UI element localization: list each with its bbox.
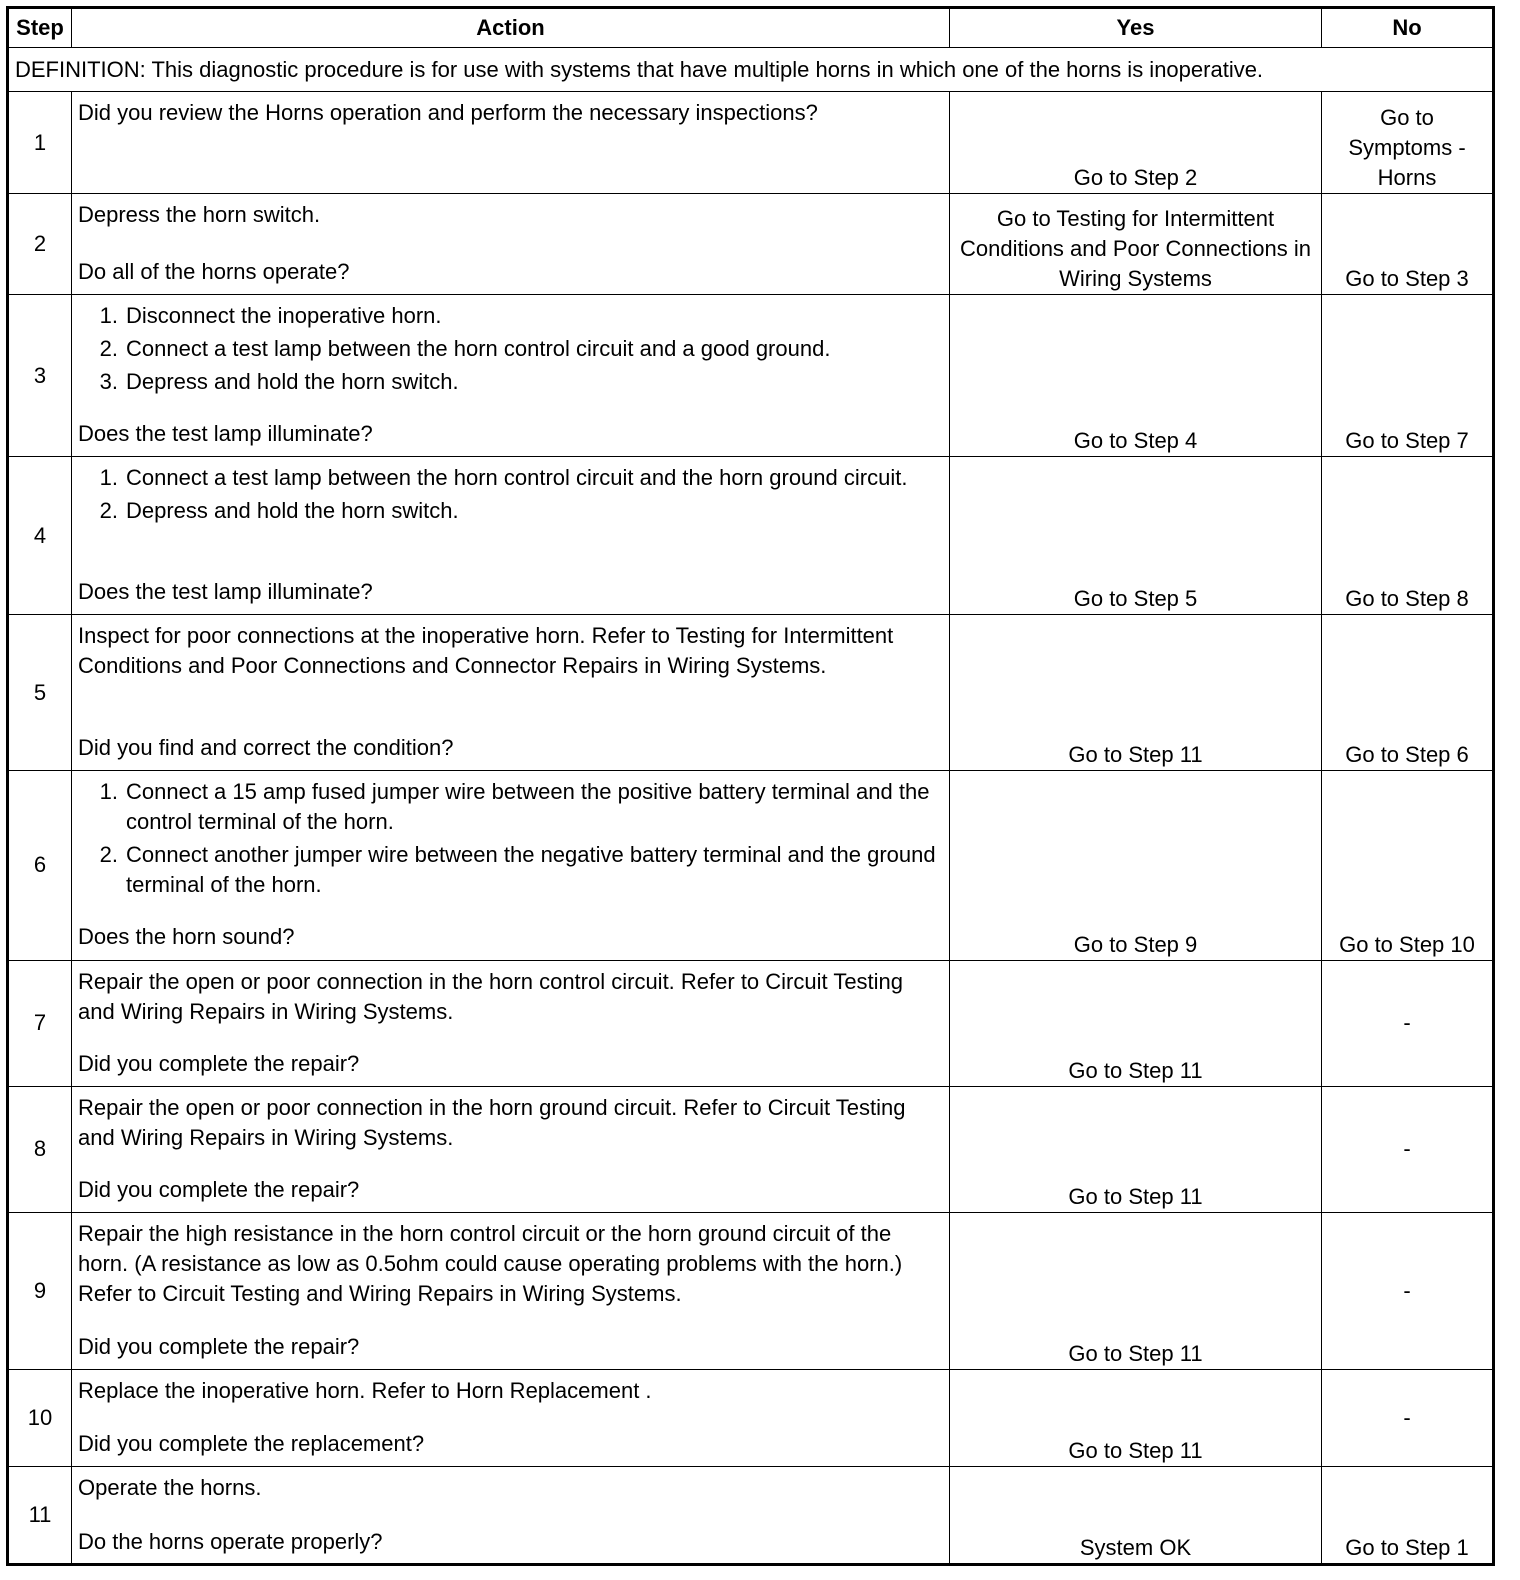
list-item-text: Connect a test lamp between the horn control circuit and the horn ground circuit. — [126, 465, 908, 491]
definition-text: DEFINITION: This diagnostic procedure is for use with systems that have multiple horns in which one of the horns is inoperative. — [8, 48, 1494, 92]
no-result: Go to Step 8 — [1322, 457, 1494, 615]
action-question: Does the test lamp illuminate? — [78, 421, 373, 447]
diagnostic-table — [6, 6, 1495, 1566]
step-number: 5 — [8, 615, 72, 771]
step-number: 7 — [8, 960, 72, 1086]
action-cell — [72, 295, 950, 457]
yes-result: System OK — [950, 1466, 1322, 1564]
action-cell — [72, 1369, 950, 1466]
no-result: Go to Step 1 — [1322, 1466, 1494, 1564]
action-cell — [72, 194, 950, 295]
step-number: 11 — [8, 1466, 72, 1564]
step-number: 1 — [8, 92, 72, 194]
list-item-text: Connect a test lamp between the horn control circuit and a good ground. — [126, 336, 831, 362]
table-row — [8, 92, 1494, 194]
list-item-text: Connect another jumper wire between the negative battery terminal and the ground terminal of the horn. — [126, 842, 936, 898]
action-text: Repair the open or poor connection in the horn ground circuit. Refer to Circuit Testing and Wiring Repairs in Wiring Systems. — [78, 1094, 906, 1150]
step-number: 6 — [8, 771, 72, 960]
list-item-text: Depress and hold the horn switch. — [126, 498, 459, 524]
yes-result: Go to Step 11 — [950, 960, 1322, 1086]
no-result: Go to Step 6 — [1322, 615, 1494, 771]
table-row — [8, 194, 1494, 295]
table-row — [8, 960, 1494, 1086]
action-cell — [72, 615, 950, 771]
action-steps-list — [78, 463, 943, 526]
list-item-number: 2. — [99, 498, 118, 524]
list-item — [78, 463, 943, 493]
list-item — [78, 334, 943, 364]
list-item-number: 1. — [99, 779, 118, 805]
no-result: Go to Symptoms - Horns — [1322, 92, 1494, 194]
action-cell — [72, 92, 950, 194]
list-item — [78, 777, 943, 837]
step-number: 2 — [8, 194, 72, 295]
yes-result: Go to Step 5 — [950, 457, 1322, 615]
list-item-number: 3. — [99, 369, 118, 395]
step-number: 10 — [8, 1369, 72, 1466]
action-text: Replace the inoperative horn. Refer to Horn Replacement . — [78, 1377, 652, 1403]
action-question: Does the horn sound? — [78, 924, 295, 950]
list-item — [78, 840, 943, 900]
definition-row — [8, 48, 1494, 92]
yes-result: Go to Step 11 — [950, 1086, 1322, 1212]
action-steps-list — [78, 777, 943, 900]
table-row — [8, 1086, 1494, 1212]
list-item — [78, 301, 943, 331]
no-result: - — [1322, 1086, 1494, 1212]
list-item-number: 1. — [99, 465, 118, 491]
header-row — [8, 8, 1494, 48]
action-question: Did you find and correct the condition? — [78, 735, 454, 761]
table-row — [8, 1466, 1494, 1564]
table-row — [8, 295, 1494, 457]
table-row — [8, 1212, 1494, 1369]
list-item-text: Disconnect the inoperative horn. — [126, 303, 442, 329]
action-question: Did you complete the repair? — [78, 1333, 360, 1359]
action-cell — [72, 457, 950, 615]
table-row — [8, 771, 1494, 960]
step-number: 9 — [8, 1212, 72, 1369]
header-yes: Yes — [950, 8, 1322, 48]
table-row — [8, 615, 1494, 771]
yes-result: Go to Step 11 — [950, 615, 1322, 771]
no-result: - — [1322, 1369, 1494, 1466]
action-cell — [72, 960, 950, 1086]
list-item — [78, 496, 943, 526]
yes-result: Go to Step 2 — [950, 92, 1322, 194]
action-question: Did you complete the repair? — [78, 1050, 360, 1076]
list-item-number: 2. — [99, 842, 118, 868]
list-item-number: 2. — [99, 336, 118, 362]
header-action: Action — [72, 8, 950, 48]
table-row — [8, 457, 1494, 615]
step-number: 3 — [8, 295, 72, 457]
action-steps-list — [78, 301, 943, 397]
action-text: Did you review the Horns operation and perform the necessary inspections? — [78, 100, 818, 126]
yes-result: Go to Step 11 — [950, 1369, 1322, 1466]
no-result: Go to Step 7 — [1322, 295, 1494, 457]
action-question: Do the horns operate properly? — [78, 1528, 383, 1554]
no-result: - — [1322, 1212, 1494, 1369]
action-question: Do all of the horns operate? — [78, 259, 350, 285]
yes-result: Go to Step 11 — [950, 1212, 1322, 1369]
action-cell — [72, 1086, 950, 1212]
action-question: Did you complete the replacement? — [78, 1430, 425, 1456]
action-text: Operate the horns. — [78, 1474, 262, 1500]
step-number: 8 — [8, 1086, 72, 1212]
table-row — [8, 1369, 1494, 1466]
header-no: No — [1322, 8, 1494, 48]
list-item-text: Connect a 15 amp fused jumper wire between the positive battery terminal and the control terminal of the horn. — [126, 779, 930, 835]
action-text: Repair the high resistance in the horn control circuit or the horn ground circuit of the horn. (A resistance as low as 0.5ohm could cause operating problems with the horn.) Refer to Circuit Testing and Wiring Repairs in Wiring Systems. — [78, 1220, 903, 1306]
no-result: - — [1322, 960, 1494, 1086]
yes-result: Go to Testing for Intermittent Conditions and Poor Connections in Wiring Systems — [950, 194, 1322, 295]
header-step: Step — [8, 8, 72, 48]
action-text: Depress the horn switch. — [78, 202, 321, 228]
list-item — [78, 367, 943, 397]
action-question: Did you complete the repair? — [78, 1176, 360, 1202]
step-number: 4 — [8, 457, 72, 615]
action-question: Does the test lamp illuminate? — [78, 579, 373, 605]
no-result: Go to Step 10 — [1322, 771, 1494, 960]
action-cell — [72, 1212, 950, 1369]
list-item-text: Depress and hold the horn switch. — [126, 369, 459, 395]
yes-result: Go to Step 4 — [950, 295, 1322, 457]
no-result: Go to Step 3 — [1322, 194, 1494, 295]
yes-result: Go to Step 9 — [950, 771, 1322, 960]
action-cell — [72, 1466, 950, 1564]
list-item-number: 1. — [99, 303, 118, 329]
action-cell — [72, 771, 950, 960]
action-text: Inspect for poor connections at the inoperative horn. Refer to Testing for Intermittent Conditions and Poor Connections and Connector Repairs in Wiring Systems. — [78, 623, 894, 679]
action-text: Repair the open or poor connection in the horn control circuit. Refer to Circuit Testing and Wiring Repairs in Wiring Systems. — [78, 968, 904, 1024]
